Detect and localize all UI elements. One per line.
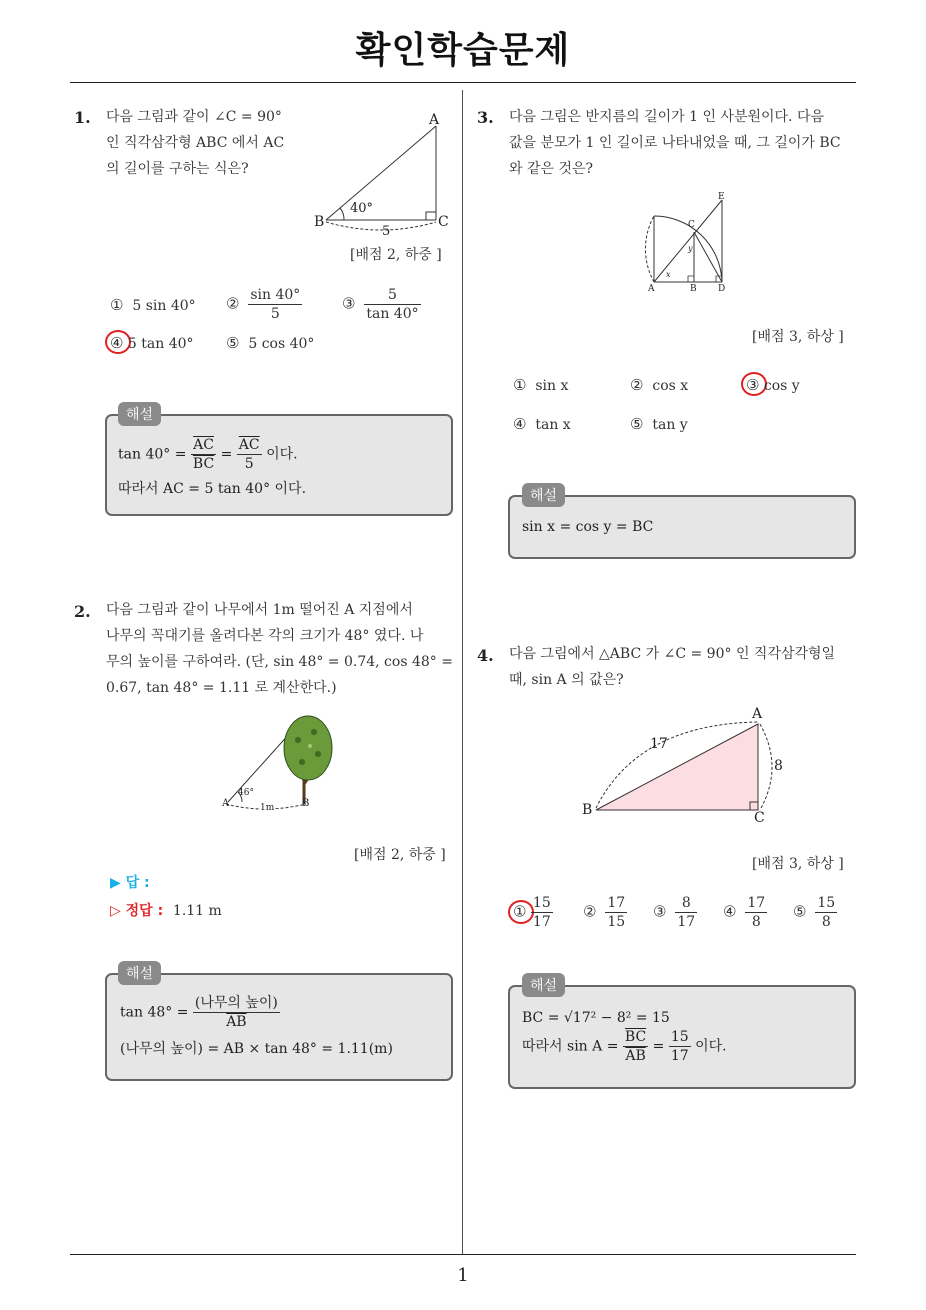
label-b: B <box>302 798 310 809</box>
label-d: D <box>718 284 726 294</box>
question-text: 다음 그림에서 △ABC 가 ∠C = 90° 인 직각삼각형일 때, sin A 의 값은? <box>509 646 836 688</box>
question-text: 다음 그림과 같이 나무에서 1m 떨어진 A 지점에서 나무의 꼭대기를 올려다본 각의 크기가 48° 였다. 나 무의 높이를 구하여라. (단, sin 48° = 0.74, cos 48° = 0.67, tan 48° = 1.11 로 계산한다.) <box>106 602 453 696</box>
triangle-figure <box>310 112 460 244</box>
side-ab-label: 17 <box>650 736 668 752</box>
choice-5[interactable]: ⑤ 5 cos 40° <box>226 334 315 352</box>
score-label: [배점 2, 하중 ] <box>354 847 446 863</box>
choice-2[interactable]: ② cos x <box>630 376 689 394</box>
angle-label: 40° <box>350 201 374 216</box>
label-c: C <box>438 214 449 230</box>
question-text: 다음 그림은 반지름의 길이가 1 인 사분원이다. 다음 값을 분모가 1 인 길이로 나타내었을 때, 그 길이가 BC 와 같은 것은? <box>509 109 841 177</box>
label-a: A <box>222 798 230 809</box>
label-y: y <box>688 244 693 253</box>
page-title: 확인학습문제 <box>355 30 571 71</box>
explanation-line-1: tan 48° = $\frac{\text{(나무의 높이)}}{AB}$ <box>120 995 278 1030</box>
side-ac-label: 8 <box>774 758 783 774</box>
angle-label: 46° <box>238 788 254 798</box>
correct-answer: ▷ 정답 : 1.11 m <box>110 903 222 919</box>
choice-4[interactable]: ④ tan x <box>513 415 571 433</box>
explanation-tag: 해설 <box>522 973 565 997</box>
choice-3[interactable]: ③ cos y <box>746 376 800 394</box>
choice-2[interactable]: ② $\frac{\sin 40^\circ}{5}$ <box>226 287 301 322</box>
explanation-line-1: BC = √17² − 8² = 15 <box>522 1010 670 1026</box>
choice-2[interactable]: ② $\frac{17}{15}$ <box>583 895 626 930</box>
explanation-line-2: 따라서 sin A = $\frac{\overline{BC}}{AB}$ = $\frac{15}{17}$ 이다. <box>522 1029 727 1064</box>
base-label: 5 <box>382 224 391 239</box>
label-b: B <box>582 802 593 818</box>
question-number: 4. <box>477 646 494 665</box>
column-divider <box>462 90 463 1255</box>
score-label: [배점 2, 하중 ] <box>350 247 442 263</box>
explanation-line-2: 따라서 AC = 5 tan 40° 이다. <box>118 481 307 497</box>
label-c: C <box>688 220 695 230</box>
explanation-line-1: sin x = cos y = BC <box>522 519 654 535</box>
label-a: A <box>429 112 440 128</box>
label-c: C <box>754 810 765 826</box>
explanation-line-1: tan 40° = $\frac{\overline{AC}}{BC}$ = $\frac{\overline{AC}}{5}$ 이다. <box>118 437 298 472</box>
explanation-tag: 해설 <box>118 402 161 426</box>
quarter-circle-figure <box>640 190 740 298</box>
score-label: [배점 3, 하상 ] <box>752 329 844 345</box>
score-label: [배점 3, 하상 ] <box>752 856 844 872</box>
choice-1[interactable]: ① 5 sin 40° <box>110 296 196 314</box>
distance-label: 1m <box>260 803 275 813</box>
header-rule <box>70 82 856 83</box>
choice-4[interactable]: ④ 5 tan 40° <box>110 334 194 352</box>
question-number: 3. <box>477 108 494 127</box>
label-x: x <box>666 270 671 279</box>
tree-figure <box>218 710 348 818</box>
choice-1[interactable]: ① $\frac{15}{17}$ <box>513 895 551 930</box>
label-a: A <box>648 284 655 294</box>
question-text: 다음 그림과 같이 ∠C = 90° 인 직각삼각형 ABC 에서 AC 의 길이를 구하는 식은? <box>106 109 285 177</box>
label-e: E <box>718 192 725 202</box>
page-number: 1 <box>457 1265 469 1286</box>
choice-3[interactable]: ③ $\frac{5}{\tan 40^\circ}$ <box>342 287 419 322</box>
choice-5[interactable]: ⑤ tan y <box>630 415 688 433</box>
choice-5[interactable]: ⑤ $\frac{15}{8}$ <box>793 895 836 930</box>
right-triangle-figure <box>578 704 798 828</box>
explanation-tag: 해설 <box>118 961 161 985</box>
choice-3[interactable]: ③ $\frac{8}{17}$ <box>653 895 696 930</box>
question-number: 2. <box>74 602 91 621</box>
label-a: A <box>752 706 763 722</box>
explanation-line-2: (나무의 높이) = AB × tan 48° = 1.11(m) <box>120 1041 393 1057</box>
label-b: B <box>314 214 325 230</box>
answer-label: ▶ 답 : <box>110 875 150 891</box>
choice-4[interactable]: ④ $\frac{17}{8}$ <box>723 895 766 930</box>
explanation-tag: 해설 <box>522 483 565 507</box>
question-number: 1. <box>74 108 91 127</box>
choice-1[interactable]: ① sin x <box>513 376 569 394</box>
label-b: B <box>690 284 697 294</box>
footer-rule <box>70 1254 856 1255</box>
